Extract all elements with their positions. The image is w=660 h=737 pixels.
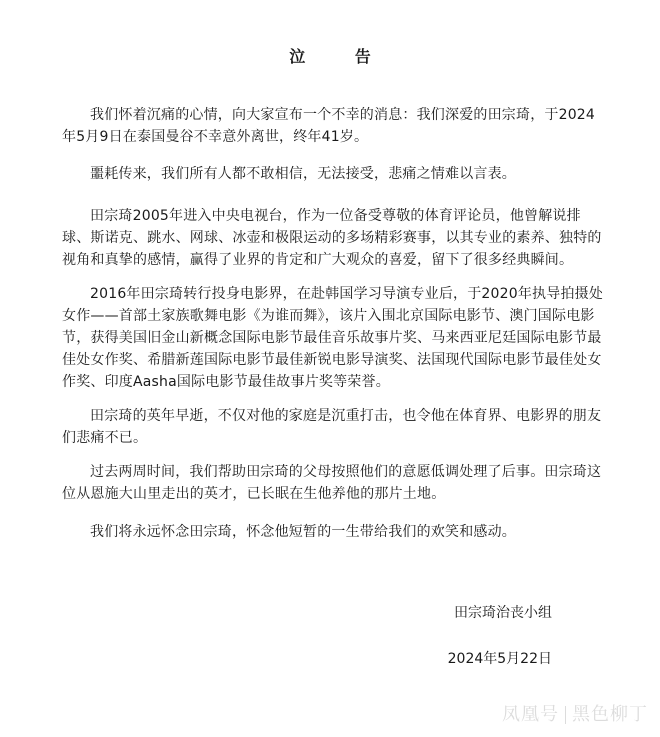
watermark-author: 黑色柳丁 bbox=[572, 704, 648, 725]
paragraph-funeral: 过去两周时间，我们帮助田宗琦的父母按照他们的意愿低调处理了后事。田宗琦这位从恩施大山里走出的英才，已长眠在生他养他的那片土地。 bbox=[62, 464, 602, 502]
notice-title: 泣 告 bbox=[289, 47, 393, 66]
watermark-platform: 凤凰号 bbox=[502, 704, 559, 725]
signature-org: 田宗琦治丧小组 bbox=[454, 605, 552, 621]
paragraph-sports-career: 田宗琦2005年进入中央电视台，作为一位备受尊敬的体育评论员，他曾解说排球、斯诺克、跳水、网球、冰壶和极限运动的多场精彩赛事，以其专业的素养、独特的视角和真挚的感情，赢得了业界的肯定和广大观众的喜爱，留下了很多经典瞬间。 bbox=[62, 208, 602, 268]
paragraph-announcement: 我们怀着沉痛的心情，向大家宣布一个不幸的消息：我们深爱的田宗琦，于2024年5月9日在泰国曼谷不幸意外离世，终年41岁。 bbox=[62, 107, 596, 145]
watermark bbox=[502, 700, 648, 726]
paragraph-loss: 田宗琦的英年早逝，不仅对他的家庭是沉重打击，也令他在体育界、电影界的朋友们悲痛不已。 bbox=[62, 408, 602, 446]
watermark-divider bbox=[565, 706, 566, 724]
paragraph-film-career: 2016年田宗琦转行投身电影界，在赴韩国学习导演专业后，于2020年执导拍摄处女作——首部土家族歌舞电影《为谁而舞》，该片入围北京国际电影节、澳门国际电影节，获得美国旧金山新概念国际电影节最佳音乐故事片奖、马来西亚尼廷国际电影节最佳处女作奖、希腊新莲国际电影节最佳新锐电影导演奖、法国现代国际电影节最佳处女作奖、印度Aasha国际电影节最佳故事片奖等荣誉。 bbox=[62, 286, 604, 390]
signature-date: 2024年5月22日 bbox=[447, 651, 552, 667]
paragraph-remembrance: 我们将永远怀念田宗琦，怀念他短暂的一生带给我们的欢笑和感动。 bbox=[90, 524, 516, 540]
paragraph-grief: 噩耗传来，我们所有人都不敢相信，无法接受，悲痛之情难以言表。 bbox=[90, 166, 516, 182]
